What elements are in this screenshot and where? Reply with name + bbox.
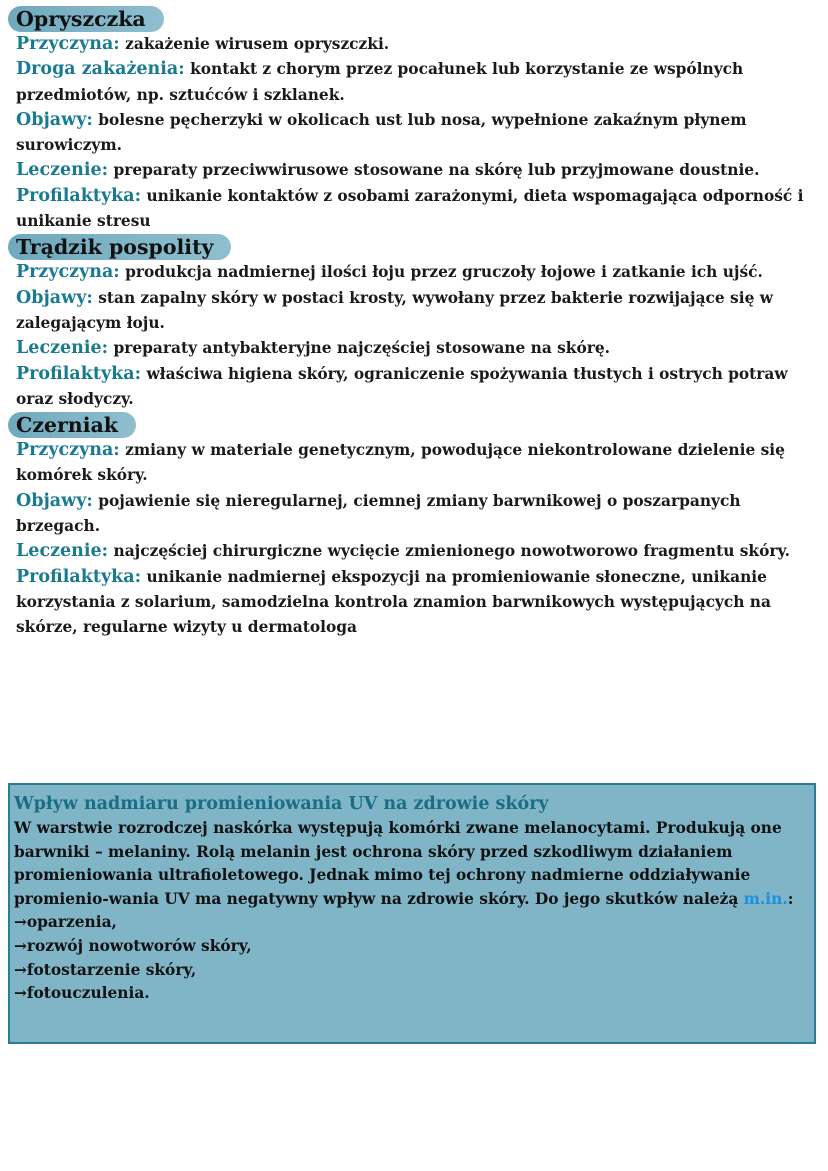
uv-box-text [14,817,814,911]
entry-przyczyna [16,260,816,285]
effect-item: →oparzenia, [14,913,117,932]
entry-text: unikanie nadmiernej ekspozycji na promieniowanie słoneczne, unikanie korzystania z solarium, samodzielna kontrola znamion barwnikowych występujących na skórze, regularne wizyty u dermatologa [16,567,771,637]
entry-leczenie [16,336,816,361]
entry-objawy [16,286,816,337]
section-czerniak [16,412,816,640]
uv-box-text-body: W warstwie rozrodczej naskórka występują komórki zwane melanocytami. Produkują one barwniki – melaniny. Rolą melanin jest ochrona skóry przed szkodliwym działaniem promieniowania ultrafioletowego. Jednak mimo tej ochrony nadmierne oddziaływanie promienio-wania UV ma negatywny wpływ na zdrowie skóry. Do jego skutków należą [14,819,782,908]
entry-text: preparaty przeciwwirusowe stosowane na skórę lub przyjmowane doustnie. [113,161,760,180]
entry-text: stan zapalny skóry w postaci krosty, wywołany przez bakterie rozwijające się w zalegającym łoju. [16,288,773,332]
effect-item: →fotouczulenia. [14,984,150,1003]
entry-label: Leczenie: [16,160,109,181]
section-title: Czerniak [8,412,136,438]
uv-info-box [8,783,816,1044]
entry-label: Profilaktyka: [16,185,142,206]
section-tradzik [16,234,816,412]
entry-text: zmiany w materiale genetycznym, powodujące niekontrolowane dzielenie się komórek skóry. [16,441,785,485]
entry-label: Przyczyna: [16,440,120,461]
section-opryszczka [16,6,816,234]
entry-label: Leczenie: [16,541,109,562]
effect-item: →fotostarzenie skóry, [14,960,197,979]
entry-label: Objawy: [16,109,93,130]
entry-text: zakażenie wirusem opryszczki. [125,35,390,53]
effect-item: →rozwój nowotworów skóry, [14,936,252,955]
entry-text: preparaty antybakteryjne najczęściej stosowane na skórę. [113,339,610,358]
entry-objawy [16,108,816,159]
entry-label: Droga zakażenia: [16,59,185,80]
entry-label: Przyczyna: [16,262,120,283]
entry-text: najczęściej chirurgiczne wycięcie zmienionego nowotworowo fragmentu skóry. [113,542,790,561]
entry-label: Objawy: [16,490,93,511]
entry-label: Objawy: [16,287,93,308]
entry-text: unikanie kontaktów z osobami zarażonymi, dieta wspomagająca odporność i unikanie stresu [16,186,804,231]
entry-text: produkcja nadmiernej ilości łoju przez gruczoły łojowe i zatkanie ich ujść. [125,263,763,282]
entry-text: właściwa higiena skóry, ograniczenie spożywania tłustych i ostrych potraw oraz słodyczy. [16,364,788,408]
entry-text: bolesne pęcherzyki w okolicach ust lub nosa, wypełnione zakaźnym płynem surowiczym. [16,110,747,155]
entry-przyczyna [16,32,816,57]
entry-text: pojawienie się nieregularnej, ciemnej zmiany barwnikowej o poszarpanych brzegach. [16,491,741,536]
entry-profilaktyka [16,362,816,413]
uv-box-text-colon: : [787,889,794,908]
entry-label: Leczenie: [16,338,109,359]
notes-page [16,6,816,641]
entry-leczenie [16,539,816,564]
entry-text: kontakt z chorym przez pocałunek lub korzystanie ze wspólnych przedmiotów, np. sztućców i szklanek. [16,60,744,104]
entry-objawy [16,489,816,540]
entry-profilaktyka [16,565,816,641]
entry-label: Przyczyna: [16,34,120,54]
entry-droga-zakazenia [16,57,816,108]
section-title: Trądzik pospolity [8,234,231,260]
uv-box-title: Wpływ nadmiaru promieniowania UV na zdrowie skóry [14,794,549,814]
entry-leczenie [16,158,816,183]
entry-label: Profilaktyka: [16,566,142,587]
entry-przyczyna [16,438,816,489]
entry-profilaktyka [16,184,816,235]
section-title: Opryszczka [8,6,164,32]
entry-label: Profilaktyka: [16,363,142,384]
min-link[interactable]: m.in. [743,889,788,908]
